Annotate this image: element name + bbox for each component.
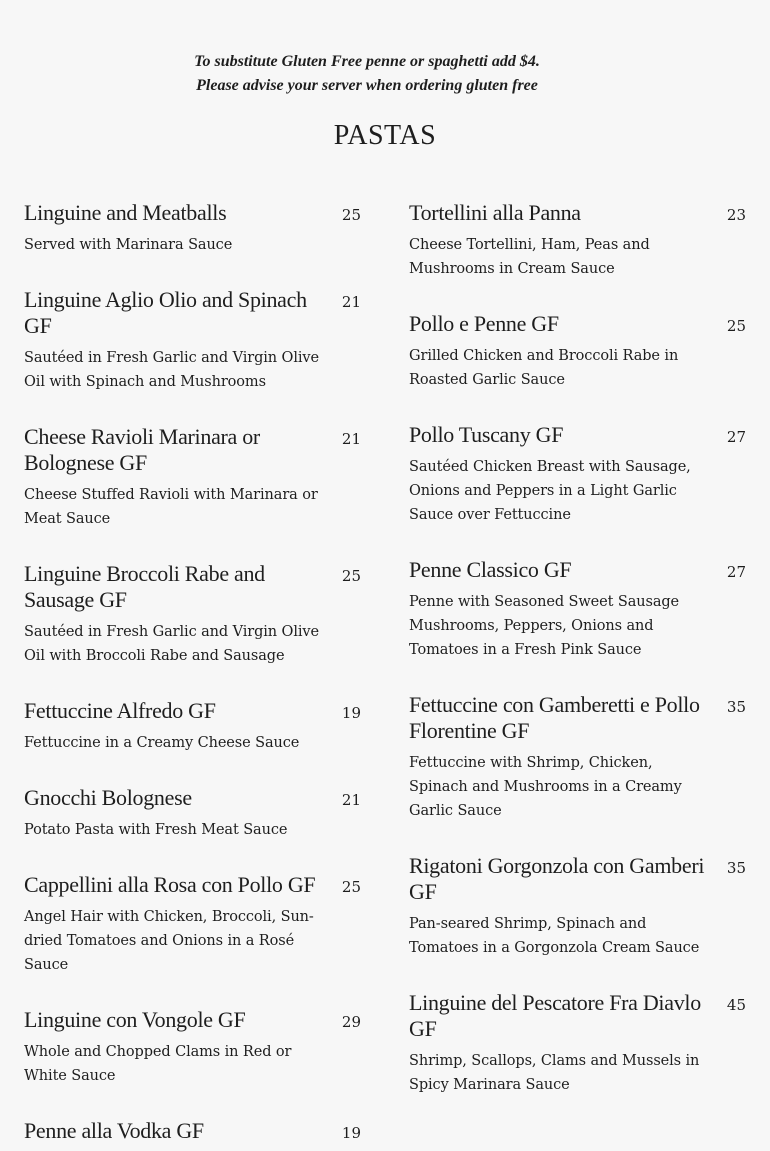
item-name: Cappellini alla Rosa con Pollo GF (24, 872, 316, 897)
item-price: 23 (726, 206, 746, 224)
item-price: 19 (341, 704, 361, 722)
item-name: Penne Classico GF (409, 557, 572, 582)
item-price: 25 (341, 878, 361, 896)
item-name: Linguine Aglio Olio and Spinach GF (24, 287, 307, 338)
section-title: PASTAS (333, 120, 437, 151)
item-description: Sautéed in Fresh Garlic and Virgin Olive Oil with Spinach and Mushrooms (24, 350, 319, 390)
item-name: Gnocchi Bolognese (24, 785, 192, 810)
item-name: Linguine del Pescatore Fra Diavlo GF (409, 990, 701, 1041)
menu-item (24, 424, 361, 531)
item-price: 25 (726, 317, 746, 335)
item-name: Linguine Broccoli Rabe and Sausage GF (24, 561, 265, 612)
notice-line-2: Please advise your server when ordering gluten free (196, 77, 538, 94)
menu-item (409, 422, 746, 527)
item-name: Pollo Tuscany GF (409, 422, 564, 447)
item-description: Served with Marinara Sauce (24, 237, 233, 253)
menu-item (24, 1007, 361, 1088)
item-name: Linguine con Vongole GF (24, 1007, 246, 1032)
item-description: Pan-seared Shrimp, Spinach and Tomatoes in a Gorgonzola Cream Sauce (409, 916, 700, 956)
item-price: 21 (341, 430, 361, 448)
menu-item (409, 990, 746, 1097)
item-description: Sautéed in Fresh Garlic and Virgin Olive Oil with Broccoli Rabe and Sausage (24, 624, 319, 664)
menu-item (409, 311, 746, 392)
menu-item (409, 692, 746, 823)
item-description: Shrimp, Scallops, Clams and Mussels in Spicy Marinara Sauce (409, 1053, 700, 1093)
menu-item (24, 1118, 361, 1144)
item-name: Rigatoni Gorgonzola con Gamberi GF (409, 853, 705, 904)
menu-item (24, 561, 361, 668)
item-name: Linguine and Meatballs (24, 200, 227, 225)
item-description: Penne with Seasoned Sweet Sausage Mushrooms, Peppers, Onions and Tomatoes in a Fresh Pink Sauce (409, 594, 680, 658)
menu-item (409, 853, 746, 960)
item-name: Fettuccine Alfredo GF (24, 698, 216, 723)
item-description: Grilled Chicken and Broccoli Rabe in Roasted Garlic Sauce (409, 348, 679, 388)
item-description: Cheese Stuffed Ravioli with Marinara or Meat Sauce (24, 487, 318, 527)
menu-item (24, 872, 361, 977)
item-price: 25 (341, 206, 361, 224)
item-description: Angel Hair with Chicken, Broccoli, Sun-dried Tomatoes and Onions in a Rosé Sauce (24, 909, 314, 973)
item-name: Cheese Ravioli Marinara or Bolognese GF (24, 424, 260, 475)
item-price: 27 (726, 428, 746, 446)
menu-item (409, 200, 746, 281)
item-price: 29 (341, 1013, 361, 1031)
item-price: 21 (341, 293, 361, 311)
menu-item (409, 557, 746, 662)
item-price: 35 (726, 698, 746, 716)
item-description: Fettuccine with Shrimp, Chicken, Spinach and Mushrooms in a Creamy Garlic Sauce (409, 755, 682, 819)
item-price: 21 (341, 791, 361, 809)
item-name: Penne alla Vodka GF (24, 1118, 204, 1143)
item-price: 19 (341, 1124, 361, 1142)
item-price: 45 (726, 996, 746, 1014)
item-description: Cheese Tortellini, Ham, Peas and Mushrooms in Cream Sauce (409, 237, 650, 277)
gluten-free-notice (0, 50, 734, 98)
notice-line-1: To substitute Gluten Free penne or spaghetti add $4. (194, 53, 540, 70)
menu-item (24, 785, 361, 842)
item-price: 35 (726, 859, 746, 877)
item-name: Pollo e Penne GF (409, 311, 559, 336)
menu-item (24, 200, 361, 257)
item-description: Sautéed Chicken Breast with Sausage, Onions and Peppers in a Light Garlic Sauce over Fettuccine (409, 459, 691, 523)
item-price: 27 (726, 563, 746, 581)
menu-item (24, 698, 361, 755)
item-description: Whole and Chopped Clams in Red or White Sauce (24, 1044, 292, 1084)
menu-item (24, 287, 361, 394)
item-name: Tortellini alla Panna (409, 200, 581, 225)
item-name: Fettuccine con Gamberetti e Pollo Florentine GF (409, 692, 700, 743)
item-description: Potato Pasta with Fresh Meat Sauce (24, 822, 288, 838)
item-price: 25 (341, 567, 361, 585)
item-description: Fettuccine in a Creamy Cheese Sauce (24, 735, 300, 751)
